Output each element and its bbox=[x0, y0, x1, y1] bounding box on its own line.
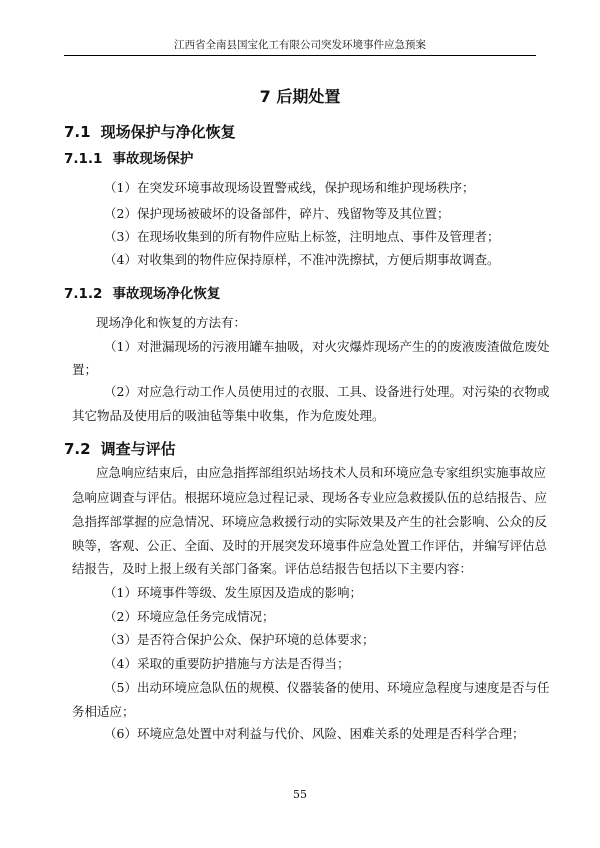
section-title: 调查与评估 bbox=[100, 440, 176, 458]
subsection-title: 事故现场保护 bbox=[112, 151, 194, 167]
list-item: （5）出动环境应急队伍的规模、仪器装备的使用、环境应急程度与速度是否与任 bbox=[104, 680, 550, 695]
paragraph-line: （2）对应急行动工作人员使用过的衣服、工具、设备进行处理。对污染的衣物或 bbox=[104, 384, 550, 399]
list-item-continuation: 务相适应； bbox=[72, 704, 135, 719]
paragraph-line: 结报告，及时上报上级有关部门备案。评估总结报告包括以下主要内容： bbox=[72, 561, 473, 576]
section-title: 现场保护与净化恢复 bbox=[100, 123, 236, 141]
paragraph-line: 置； bbox=[72, 362, 98, 377]
running-header: 江西省全南县国宝化工有限公司突发环境事件应急预案 bbox=[174, 39, 426, 51]
subsection-title: 事故现场净化恢复 bbox=[112, 286, 221, 302]
list-item: （3）是否符合保护公众、保护环境的总体要求； bbox=[104, 632, 375, 647]
section-number: 7.1 bbox=[64, 123, 91, 141]
list-item: （1）在突发环境事故现场设置警戒线，保护现场和维护现场秩序； bbox=[104, 180, 475, 195]
paragraph-line: 急响应调查与评估。根据环境应急过程记录、现场各专业应急救援队伍的总结报告、应 bbox=[72, 490, 548, 505]
section-7-2-heading bbox=[64, 439, 176, 459]
header-rule bbox=[64, 55, 536, 56]
list-item: （6）环境应急处置中对利益与代价、风险、困难关系的处理是否科学合理； bbox=[104, 726, 525, 741]
chapter-title: 7 后期处置 bbox=[259, 87, 341, 106]
paragraph-line: 应急响应结束后，由应急指挥部组织站场技术人员和环境应急专家组织实施事故应 bbox=[96, 465, 547, 480]
paragraph-line: 急指挥部掌握的应急情况、环境应急救援行动的实际效果及产生的社会影响、公众的反 bbox=[72, 514, 548, 529]
list-item: （4）对收集到的物件应保持原样，不准冲洗擦拭，方便后期事故调查。 bbox=[104, 252, 500, 267]
paragraph-line: 现场净化和恢复的方法有： bbox=[96, 315, 247, 330]
subsection-number: 7.1.1 bbox=[64, 151, 103, 167]
subsection-7-1-1-heading bbox=[64, 150, 193, 168]
paragraph-line: 映等，客观、公正、全面、及时的开展突发环境事件应急处置工作评估，并编写评估总 bbox=[72, 538, 548, 553]
list-item: （1）环境事件等级、发生原因及造成的影响； bbox=[104, 585, 362, 600]
list-item: （2）环境应急任务完成情况； bbox=[104, 609, 275, 624]
list-item: （3）在现场收集到的所有物件应贴上标签，注明地点、事件及管理者； bbox=[104, 229, 500, 244]
page-number: 55 bbox=[293, 788, 307, 801]
list-item: （2）保护现场被破坏的设备部件，碎片、残留物等及其位置； bbox=[104, 206, 450, 221]
section-7-1-heading bbox=[64, 122, 236, 142]
subsection-number: 7.1.2 bbox=[64, 286, 103, 302]
subsection-7-1-2-heading bbox=[64, 285, 220, 303]
list-item: （4）采取的重要防护措施与方法是否得当； bbox=[104, 656, 350, 671]
section-number: 7.2 bbox=[64, 440, 91, 458]
paragraph-line: 其它物品及使用后的吸油毡等集中收集，作为危废处理。 bbox=[72, 408, 385, 423]
paragraph-line: （1）对泄漏现场的污液用罐车抽吸，对火灾爆炸现场产生的的废液废渣做危废处 bbox=[104, 339, 550, 354]
